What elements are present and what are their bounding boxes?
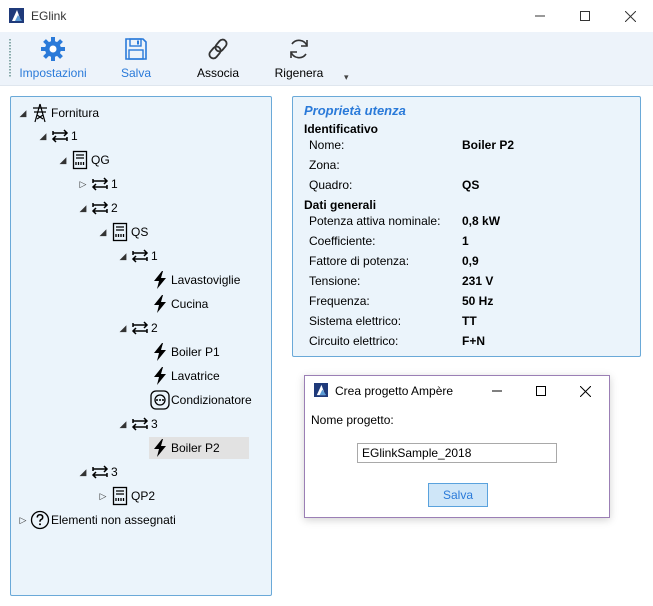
tree-node-label: 2 (151, 321, 158, 335)
title-bar (0, 0, 653, 32)
tree-expander[interactable]: ◢ (119, 322, 127, 333)
tree-node-label: QS (131, 225, 149, 239)
tree-node-line-1[interactable] (37, 125, 78, 147)
tree-node-lavastoviglie[interactable] (149, 269, 240, 291)
tree-expander[interactable]: ▷ (19, 514, 27, 525)
tree-node-label: Boiler P1 (171, 345, 220, 359)
associate-button[interactable] (189, 36, 247, 82)
property-row (309, 178, 629, 196)
tree-panel[interactable] (10, 96, 272, 596)
tree-node-qs[interactable] (97, 221, 148, 243)
lightning-icon (149, 366, 171, 386)
tree-node-label: QP2 (131, 489, 156, 503)
property-row (309, 274, 629, 292)
minimize-icon (492, 386, 502, 396)
associate-label: Associa (196, 66, 240, 80)
close-icon (580, 386, 591, 397)
property-key: Zona: (309, 158, 340, 172)
property-value: 0,9 (462, 254, 479, 268)
tree-expander[interactable]: ▷ (99, 490, 107, 501)
property-row (309, 214, 629, 232)
tree-node-label: Fornitura (51, 106, 100, 120)
property-row (309, 234, 629, 252)
eglink-logo-icon (314, 383, 328, 397)
tree-expander[interactable]: ◢ (79, 466, 87, 477)
create-project-dialog (304, 375, 610, 518)
swap-arrows-icon (129, 246, 151, 266)
section-dati-generali: Dati generali (304, 198, 377, 212)
tree-node-label: 1 (71, 129, 78, 143)
tree-expander[interactable]: ◢ (119, 418, 127, 429)
save-toolbar-button[interactable] (108, 36, 164, 82)
settings-button[interactable] (17, 36, 89, 82)
tree-expander[interactable]: ▷ (79, 178, 87, 189)
question-circle-icon (29, 510, 51, 530)
tree-node-label: Lavastoviglie (171, 273, 241, 287)
project-name-input[interactable] (357, 443, 557, 463)
toolbar-grip[interactable] (9, 39, 11, 77)
property-value: TT (462, 314, 477, 328)
regenerate-button[interactable] (270, 36, 328, 82)
swap-arrows-icon (129, 318, 151, 338)
lightning-icon (149, 294, 171, 314)
property-key: Potenza attiva nominale: (309, 214, 441, 228)
property-value: 50 Hz (462, 294, 494, 308)
tree-node-fornitura[interactable] (17, 102, 99, 124)
property-key: Nome: (309, 138, 345, 152)
property-key: Frequenza: (309, 294, 370, 308)
tree-expander[interactable]: ◢ (79, 202, 87, 213)
section-identificativo: Identificativo (304, 122, 379, 136)
tree-node-qs-line-3[interactable] (117, 413, 158, 435)
tree-node-condizionatore[interactable] (149, 389, 252, 411)
swap-arrows-icon (129, 414, 151, 434)
property-key: Tensione: (309, 274, 361, 288)
property-key: Quadro: (309, 178, 353, 192)
panel-board-icon (69, 150, 91, 170)
property-key: Sistema elettrico: (309, 314, 402, 328)
maximize-button[interactable] (562, 0, 608, 32)
close-icon (625, 11, 636, 22)
tree-node-line-3[interactable] (77, 461, 118, 483)
lightning-icon (149, 342, 171, 362)
property-value: F+N (462, 334, 486, 348)
property-key: Circuito elettrico: (309, 334, 399, 348)
panel-board-icon (109, 486, 131, 506)
close-button[interactable] (607, 0, 653, 32)
tree-node-label: Condizionatore (171, 393, 252, 407)
dialog-close-button[interactable] (563, 376, 607, 406)
tree-node-label: 1 (111, 177, 118, 191)
lightning-icon (149, 438, 171, 458)
tree-expander[interactable]: ◢ (39, 130, 47, 141)
tree-expander[interactable]: ◢ (19, 107, 27, 118)
tree-node-boiler-p1[interactable] (149, 341, 220, 363)
properties-panel (292, 96, 641, 357)
tree-node-line-1-collapsed[interactable] (77, 173, 118, 195)
lightning-icon (149, 270, 171, 290)
dialog-maximize-button[interactable] (519, 376, 563, 406)
swap-arrows-icon (89, 198, 111, 218)
minimize-button[interactable] (517, 0, 563, 32)
tree-node-qs-line-1[interactable] (117, 245, 158, 267)
property-key: Fattore di potenza: (309, 254, 410, 268)
tree-expander[interactable]: ◢ (99, 226, 107, 237)
tree-node-qg[interactable] (57, 149, 110, 171)
properties-title: Proprietà utenza (304, 103, 406, 118)
swap-arrows-icon (49, 126, 71, 146)
dialog-minimize-button[interactable] (475, 376, 519, 406)
property-value: QS (462, 178, 480, 192)
dialog-title: Crea progetto Ampère (335, 384, 454, 398)
refresh-icon (286, 36, 312, 62)
toolbar-overflow-button[interactable]: ▾ (344, 72, 349, 82)
tree-node-label: Lavatrice (171, 369, 220, 383)
property-row (309, 314, 629, 332)
tree-node-qs-line-2[interactable] (117, 317, 158, 339)
regenerate-label: Rigenera (274, 66, 324, 80)
property-row (309, 138, 629, 156)
property-value: 231 V (462, 274, 494, 288)
toolbar (0, 32, 653, 86)
maximize-icon (580, 11, 590, 21)
property-row (309, 294, 629, 312)
tree-node-label: 2 (111, 201, 118, 215)
swap-arrows-icon (89, 174, 111, 194)
property-row (309, 334, 629, 352)
tree-node-boiler-p2[interactable] (149, 437, 249, 459)
tree-expander[interactable]: ◢ (119, 250, 127, 261)
chain-link-icon (205, 36, 231, 62)
power-pylon-icon (29, 103, 51, 123)
maximize-icon (536, 386, 546, 396)
ac-unit-icon (149, 390, 171, 410)
eglink-logo-icon (9, 8, 24, 23)
gear-icon (40, 36, 66, 62)
settings-label: Impostazioni (19, 66, 87, 80)
tree-node-label: QG (91, 153, 110, 167)
minimize-icon (535, 11, 545, 21)
project-name-label: Nome progetto: (311, 413, 394, 427)
property-value: 1 (462, 234, 469, 248)
tree-node-qp2[interactable] (97, 485, 155, 507)
property-value: Boiler P2 (462, 138, 515, 152)
tree-node-cucina[interactable] (149, 293, 208, 315)
tree-node-label: 3 (111, 465, 118, 479)
tree-node-lavatrice[interactable] (149, 365, 220, 387)
tree-node-label: 1 (151, 249, 158, 263)
floppy-disk-icon (123, 36, 149, 62)
tree-expander[interactable]: ◢ (59, 154, 67, 165)
tree-node-label: 3 (151, 417, 158, 431)
dialog-save-button[interactable]: Salva (428, 483, 488, 507)
tree-node-label: Elementi non assegnati (51, 513, 176, 527)
property-value: 0,8 kW (462, 214, 501, 228)
property-row (309, 254, 629, 272)
swap-arrows-icon (89, 462, 111, 482)
panel-board-icon (109, 222, 131, 242)
tree-node-label: Boiler P2 (171, 441, 220, 455)
tree-node-label: Cucina (171, 297, 209, 311)
property-key: Coefficiente: (309, 234, 376, 248)
property-row (309, 158, 629, 176)
tree-node-unassigned[interactable] (17, 509, 176, 531)
save-toolbar-label: Salva (120, 66, 152, 80)
tree-node-line-2[interactable] (77, 197, 118, 219)
window-title: EGlink (31, 9, 67, 23)
